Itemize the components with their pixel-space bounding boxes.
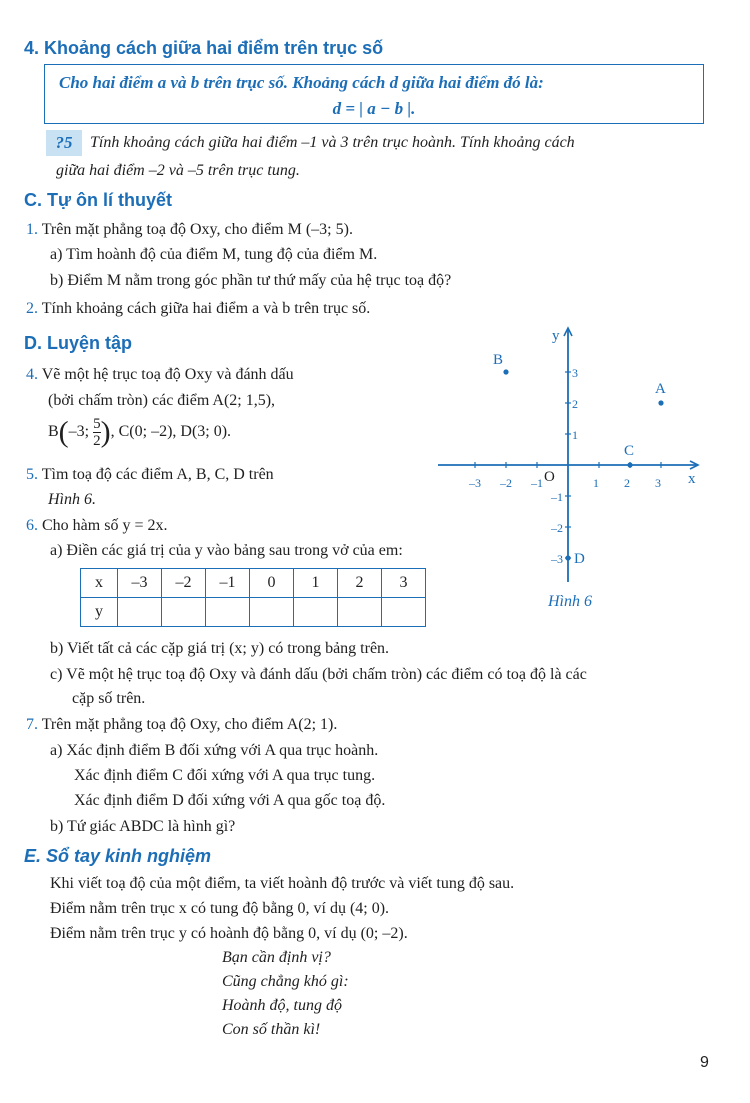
question-5-line-2: giữa hai điểm –2 và –5 trên trục tung.: [56, 162, 300, 179]
ex4-line-3: B(–3; $\frac{5}{2}$ ), C(0; –2), D(3; 0).: [48, 415, 232, 449]
definition-formula: d = | a − b |.: [332, 99, 416, 118]
section-c-heading: C. Tự ôn lí thuyết: [24, 190, 173, 210]
definition-box: [44, 64, 704, 124]
table-cell: –3: [118, 569, 162, 598]
figure-caption: Hình 6: [548, 593, 592, 610]
table-cell: [206, 598, 250, 627]
question-badge: ?5: [46, 130, 82, 156]
section-e-heading: E. Sổ tay kinh nghiệm: [24, 846, 212, 866]
poem-line-4: Con số thần kì!: [222, 1021, 321, 1038]
table-cell: [162, 598, 206, 627]
y-tick-label: –2: [551, 521, 563, 535]
figure-layer: [438, 328, 698, 582]
e-line-3: Điểm nằm trên trục y có hoành độ bằng 0, ví dụ (0; –2).: [50, 925, 408, 942]
c-item-1a: a) Tìm hoành độ của điểm M, tung độ của điểm M.: [50, 246, 378, 263]
table-cell: 3: [382, 569, 426, 598]
section-d-heading: D. Luyện tập: [24, 333, 133, 353]
ex7-b: b) Tứ giác ABDC là hình gì?: [50, 818, 236, 835]
y-tick-label: –1: [551, 490, 563, 504]
ex6-c-line-1: c) Vẽ một hệ trục toạ độ Oxy và đánh dấu (bởi chấm tròn) các điểm có toạ độ là các: [50, 666, 587, 683]
x-tick-label: 3: [655, 476, 661, 490]
y-tick-label: 1: [572, 428, 578, 442]
x-tick-label: 1: [593, 476, 599, 490]
poem-line-3: Hoành độ, tung độ: [222, 997, 342, 1014]
ex6-b: b) Viết tất cả các cặp giá trị (x; y) có trong bảng trên.: [50, 640, 390, 657]
x-tick-label: –1: [531, 476, 543, 490]
origin-label: O: [544, 469, 555, 485]
x-tick-label: 2: [624, 476, 630, 490]
x-axis-label: x: [688, 471, 696, 487]
ex6-a: a) Điền các giá trị của y vào bảng sau trong vở của em:: [50, 542, 403, 559]
c-item-1: 1. Trên mặt phẳng toạ độ Oxy, cho điểm M (–3; 5).: [26, 221, 353, 238]
table-cell: 2: [338, 569, 382, 598]
table-cell: y: [81, 598, 118, 627]
e-line-2: Điểm nằm trên trục x có tung độ bằng 0, ví dụ (4; 0).: [50, 900, 390, 917]
table-cell: 0: [250, 569, 294, 598]
section-4-heading: 4. Khoảng cách giữa hai điểm trên trục số: [24, 38, 384, 58]
ex6-line-1: 6. Cho hàm số y = 2x.: [26, 517, 168, 534]
point-c: [627, 462, 632, 467]
ex4-line-1: 4. Vẽ một hệ trục toạ độ Oxy và đánh dấu: [26, 366, 294, 383]
e-line-1: Khi viết toạ độ của một điểm, ta viết hoành độ trước và viết tung độ sau.: [50, 875, 515, 892]
table-cell: 1: [294, 569, 338, 598]
coordinate-figure: [430, 320, 730, 620]
table-cell: [118, 598, 162, 627]
ex7-a1: a) Xác định điểm B đối xứng với A qua trục hoành.: [50, 742, 379, 759]
definition-line-1: Cho hai điểm a và b trên trục số. Khoảng cách d giữa hai điểm đó là:: [59, 73, 544, 92]
point-b: [503, 369, 508, 374]
table-cell: –1: [206, 569, 250, 598]
point-a: [658, 400, 663, 405]
table-cell: [250, 598, 294, 627]
ex5-line-2: Hình 6.: [48, 491, 96, 508]
y-axis-label: y: [552, 328, 560, 344]
question-5-line-1: Tính khoảng cách giữa hai điểm –1 và 3 trên trục hoành. Tính khoảng cách: [90, 134, 575, 151]
point-d: [565, 555, 570, 560]
fraction-5-2: $\frac{5}{2}$: [93, 415, 101, 449]
point-label-b: B: [493, 352, 504, 368]
ex6-c-line-2: cặp số trên.: [72, 690, 146, 707]
table-cell: x: [81, 569, 118, 598]
x-tick-label: –2: [500, 476, 512, 490]
table-cell: [338, 598, 382, 627]
point-label-c: C: [624, 443, 635, 459]
values-table: [80, 568, 426, 627]
ex4-line-2: (bởi chấm tròn) các điểm A(2; 1,5),: [48, 392, 276, 409]
ex5-line-1: 5. Tìm toạ độ các điểm A, B, C, D trên: [26, 466, 274, 483]
y-tick-label: –3: [551, 552, 563, 566]
y-tick-label: 2: [572, 397, 578, 411]
ex7-a2: Xác định điểm C đối xứng với A qua trục tung.: [74, 767, 376, 784]
y-tick-label: 3: [572, 366, 578, 380]
c-item-2: 2. Tính khoảng cách giữa hai điểm a và b trên trục số.: [26, 300, 371, 317]
table-cell: [294, 598, 338, 627]
table-cell: –2: [162, 569, 206, 598]
table-row-y: [81, 598, 426, 627]
page-number: 9: [700, 1054, 709, 1071]
poem-line-2: Cũng chẳng khó gì:: [222, 973, 349, 990]
x-tick-label: –3: [469, 476, 481, 490]
point-label-d: D: [574, 551, 585, 567]
point-label-a: A: [655, 381, 666, 397]
ex7-line-1: 7. Trên mặt phẳng toạ độ Oxy, cho điểm A(2; 1).: [26, 716, 338, 733]
table-cell: [382, 598, 426, 627]
ex7-a3: Xác định điểm D đối xứng với A qua gốc toạ độ.: [74, 792, 386, 809]
table-row-x: [81, 569, 426, 598]
poem-line-1: Bạn cần định vị?: [222, 949, 331, 966]
c-item-1b: b) Điểm M nằm trong góc phần tư thứ mấy của hệ trục toạ độ?: [50, 272, 452, 289]
